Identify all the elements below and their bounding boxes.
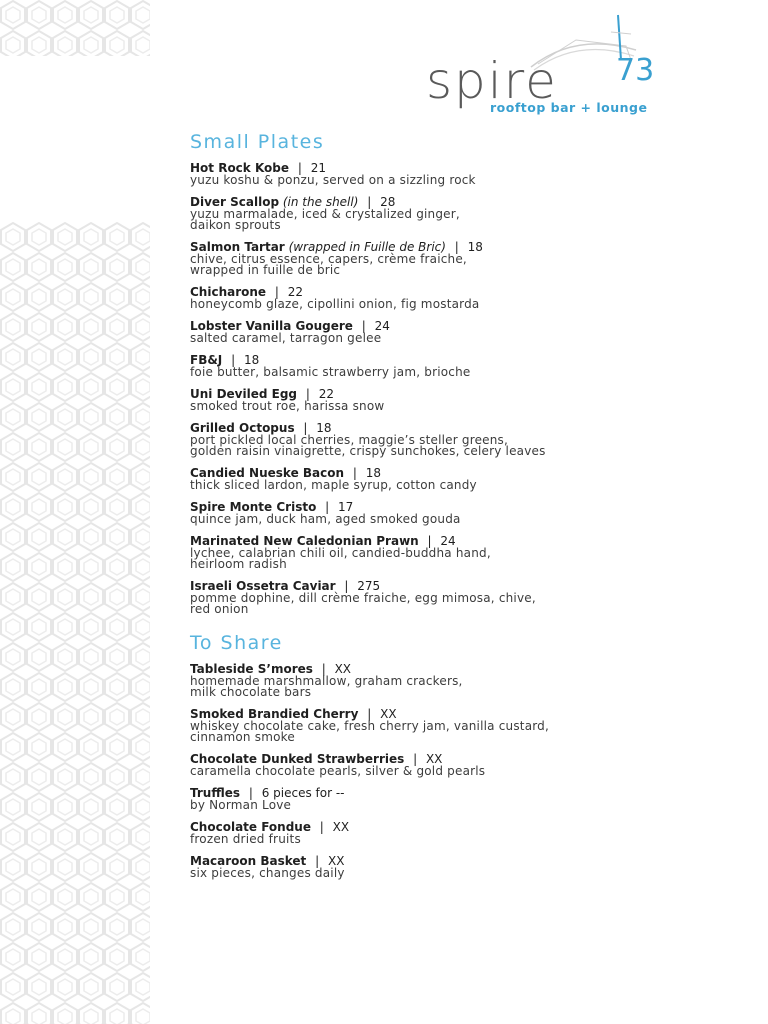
background-pattern-top <box>0 0 150 56</box>
menu-item <box>190 162 750 186</box>
menu-item <box>190 787 750 811</box>
menu-item-description: port pickled local cherries, maggie’s steller greens, <box>190 433 509 447</box>
menu-item-name: Uni Deviled Egg <box>190 387 298 401</box>
menu-item-name: Truffles <box>190 786 241 800</box>
menu-item-description: cinnamon smoke <box>190 730 295 744</box>
separator: | <box>321 500 333 514</box>
menu-item-name: Grilled Octopus <box>190 421 295 435</box>
menu-item-description: caramella chocolate pearls, silver & gold pearls <box>190 764 486 778</box>
section-title: To Share <box>190 632 283 654</box>
menu-item-name: Chicharone <box>190 285 267 299</box>
menu-item <box>190 286 750 310</box>
menu-item <box>190 821 750 845</box>
menu-item-note: (in the shell) <box>282 195 359 209</box>
menu-item-price: 28 <box>380 195 396 209</box>
menu-item-name: Israeli Ossetra Caviar <box>190 579 336 593</box>
menu-item-name: Spire Monte Cristo <box>190 500 317 514</box>
menu-item <box>190 354 750 378</box>
menu <box>190 130 750 889</box>
menu-item-price: 275 <box>357 579 381 593</box>
menu-item <box>190 855 750 879</box>
menu-item-description: heirloom radish <box>190 557 287 571</box>
separator: | <box>363 707 376 721</box>
separator: | <box>450 240 463 254</box>
menu-item-description: six pieces, changes daily <box>190 866 345 880</box>
menu-item-name: Marinated New Caledonian Prawn <box>190 534 419 548</box>
brand-name: spire <box>426 52 558 110</box>
menu-item <box>190 535 750 570</box>
menu-item-description: lychee, calabrian chili oil, candied-buddha hand, <box>190 546 491 560</box>
menu-item-description: yuzu marmalade, iced & crystalized ginger, <box>190 207 460 221</box>
separator: | <box>409 752 421 766</box>
menu-item-description: pomme dophine, dill crème fraiche, egg mimosa, chive, <box>190 591 536 605</box>
menu-item-price: 24 <box>440 534 456 548</box>
separator: | <box>245 786 257 800</box>
menu-item-price: 18 <box>316 421 332 435</box>
menu-item-description: whiskey chocolate cake, fresh cherry jam, vanilla custard, <box>190 719 549 733</box>
menu-item <box>190 320 750 344</box>
menu-item <box>190 663 750 698</box>
separator: | <box>227 353 239 367</box>
menu-item-note: (wrapped in Fuille de Bric) <box>288 240 446 254</box>
menu-item-price: 22 <box>318 387 334 401</box>
separator: | <box>299 421 312 435</box>
section-title: Small Plates <box>190 131 325 153</box>
menu-item-description: by Norman Love <box>190 798 292 812</box>
separator: | <box>423 534 436 548</box>
menu-item-name: Macaroon Basket <box>190 854 307 868</box>
menu-item-description: milk chocolate bars <box>190 685 312 699</box>
menu-item-price: 17 <box>338 500 354 514</box>
menu-item-price: XX <box>327 854 345 868</box>
separator: | <box>340 579 353 593</box>
separator: | <box>311 854 323 868</box>
menu-item-price: XX <box>425 752 443 766</box>
separator: | <box>302 387 314 401</box>
menu-item-description: red onion <box>190 602 249 616</box>
menu-item-description: chive, citrus essence, capers, crème fraiche, <box>190 252 467 266</box>
menu-item-price: 21 <box>310 161 326 175</box>
menu-item-description: salted caramel, tarragon gelee <box>190 331 382 345</box>
menu-item-price: XX <box>334 662 352 676</box>
menu-item-name: Hot Rock Kobe <box>190 161 290 175</box>
separator: | <box>357 319 370 333</box>
menu-item-name: Chocolate Fondue <box>190 820 311 834</box>
menu-item-name: Smoked Brandied Cherry <box>190 707 359 721</box>
menu-item-description: honeycomb glaze, cipollini onion, fig mostarda <box>190 297 480 311</box>
menu-item-description: foie butter, balsamic strawberry jam, brioche <box>190 365 471 379</box>
separator: | <box>317 662 330 676</box>
menu-item-name: Chocolate Dunked Strawberries <box>190 752 405 766</box>
menu-item <box>190 501 750 525</box>
menu-item <box>190 241 750 276</box>
menu-item <box>190 708 750 743</box>
menu-item-description: frozen dried fruits <box>190 832 301 846</box>
brand-number: 73 <box>616 53 655 88</box>
menu-item-name: Lobster Vanilla Gougere <box>190 319 353 333</box>
menu-item-price: 18 <box>467 240 483 254</box>
menu-item <box>190 467 750 491</box>
menu-item-description: homemade marshmallow, graham crackers, <box>190 674 463 688</box>
menu-item-name: Salmon Tartar <box>190 240 285 254</box>
menu-item <box>190 580 750 615</box>
separator: | <box>349 466 361 480</box>
menu-item-description: wrapped in fuille de bric <box>190 263 341 277</box>
menu-item <box>190 422 750 457</box>
menu-item-description: golden raisin vinaigrette, crispy sunchokes, celery leaves <box>190 444 546 458</box>
menu-item-name: FB&J <box>190 353 223 367</box>
menu-item-name: Diver Scallop <box>190 195 280 209</box>
menu-item-name: Tableside S’mores <box>190 662 313 676</box>
menu-item-price: 22 <box>287 285 304 299</box>
separator: | <box>271 285 283 299</box>
background-pattern-side <box>0 222 150 1024</box>
brand-logo <box>426 12 696 122</box>
menu-item-description: yuzu koshu & ponzu, served on a sizzling rock <box>190 173 476 187</box>
menu-item <box>190 196 750 231</box>
menu-item-name: Candied Nueske Bacon <box>190 466 345 480</box>
menu-item-price: 18 <box>365 466 381 480</box>
menu-item-description: thick sliced lardon, maple syrup, cotton candy <box>190 478 477 492</box>
menu-item-price: 6 pieces for -- <box>261 786 345 800</box>
menu-item-description: quince jam, duck ham, aged smoked gouda <box>190 512 461 526</box>
menu-item-description: smoked trout roe, harissa snow <box>190 399 385 413</box>
menu-item-description: daikon sprouts <box>190 218 281 232</box>
menu-item-price: 18 <box>243 353 260 367</box>
separator: | <box>315 820 328 834</box>
separator: | <box>363 195 376 209</box>
menu-item-price: 24 <box>374 319 390 333</box>
menu-item <box>190 753 750 777</box>
menu-item-price: XX <box>332 820 350 834</box>
menu-item <box>190 388 750 412</box>
separator: | <box>294 161 306 175</box>
brand-tagline: rooftop bar + lounge <box>490 100 648 115</box>
menu-item-price: XX <box>380 707 397 721</box>
